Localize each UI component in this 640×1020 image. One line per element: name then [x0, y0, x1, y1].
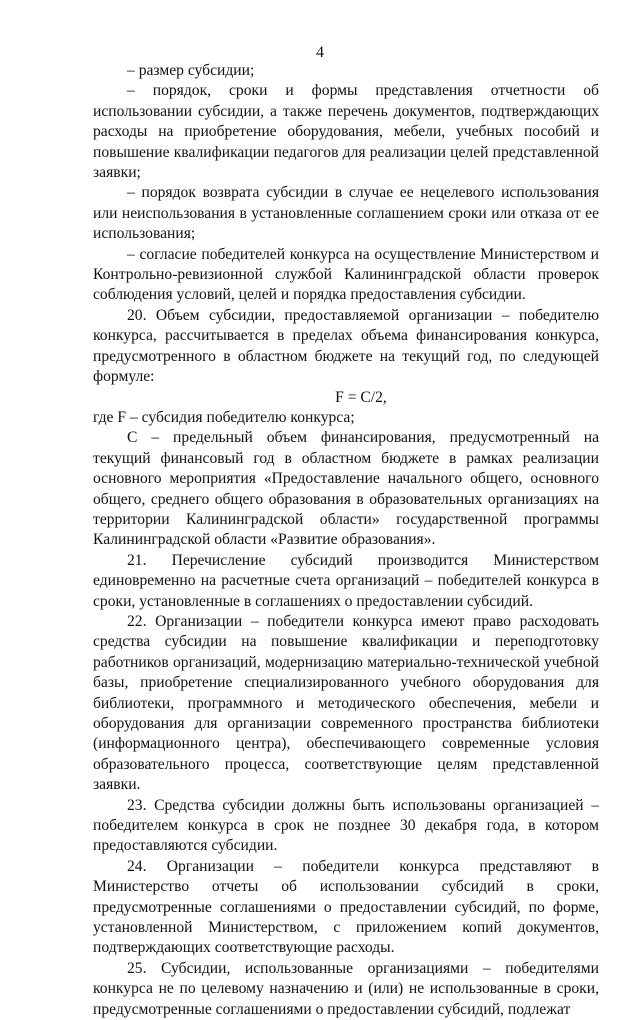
paragraph-reporting-order: – порядок, сроки и формы представления отчетности об использовании субсидии, а также перечень документов, подтверждающих расходы на приобретение оборудования, мебели, учебных пособий и повышение квалификации педагогов для реализации целей представленной заявки; — [93, 82, 599, 182]
paragraph-24: 24. Организации – победители конкурса представляют в Министерство отчеты об использовании субсидий в сроки, предусмотренные соглашениями о предоставлении субсидий, по форме, установленной Министерством, с приложением копий документов, подтверждающих соответствующие расходы. — [93, 857, 599, 957]
paragraph-subsidy-size: – размер субсидии; — [127, 62, 255, 79]
document-body — [93, 61, 599, 1020]
formula: F = C/2, — [335, 388, 387, 406]
paragraph-refund-order: – порядок возврата субсидии в случае ее нецелевого использования или неиспользования в установленные соглашением сроки или отказа от ее использования; — [93, 184, 599, 243]
formula-definition-f: где F – субсидия победителю конкурса; — [93, 408, 355, 426]
formula-definition-c: С – предельный объем финансирования, предусмотренный на текущий финансовый год в областном бюджете в рамках реализации основного мероприятия «Предоставление начального общего, основного общего, среднего общего образования в образовательных организациях на территории Калининградской области» государственной программы Калининградской области «Развитие образования». — [93, 429, 599, 549]
paragraph-21: 21. Перечисление субсидий производится Министерством единовременно на расчетные счета организаций – победителей конкурса в сроки, установленные в соглашениях о предоставлении субсидий. — [93, 551, 599, 610]
paragraph-20: 20. Объем субсидии, предоставляемой организации – победителю конкурса, рассчитывается в пределах объема финансирования конкурса, предусмотренного в областном бюджете на текущий год, по следующей формуле: — [93, 306, 599, 386]
paragraph-22: 22. Организации – победители конкурса имеют право расходовать средства субсидии на повышение квалификации и переподготовку работников организаций, модернизацию материально-технической учебной базы, приобретение специализированного учебного оборудования для библиотеки, программного и методического обеспечения, мебели и оборудования для организации современного пространства библиотеки (информационного центра), обеспечивающего современные условия образовательного процесса, соответствующие целям представленной заявки. — [93, 612, 599, 794]
page-number: 4 — [316, 44, 324, 61]
paragraph-25: 25. Субсидии, использованные организациями – победителями конкурса не по целевому назначению и (или) не использованные в сроки, предусмотренные соглашениями о предоставлении субсидий, подлежат — [93, 959, 599, 1018]
paragraph-23: 23. Средства субсидии должны быть использованы организацией – победителем конкурса в срок не позднее 30 декабря года, в котором предоставляются субсидии. — [93, 796, 599, 855]
paragraph-inspection-consent: – согласие победителей конкурса на осуществление Министерством и Контрольно-ревизионной службой Калининградской области проверок соблюдения условий, целей и порядка предоставления субсидии. — [93, 245, 599, 304]
